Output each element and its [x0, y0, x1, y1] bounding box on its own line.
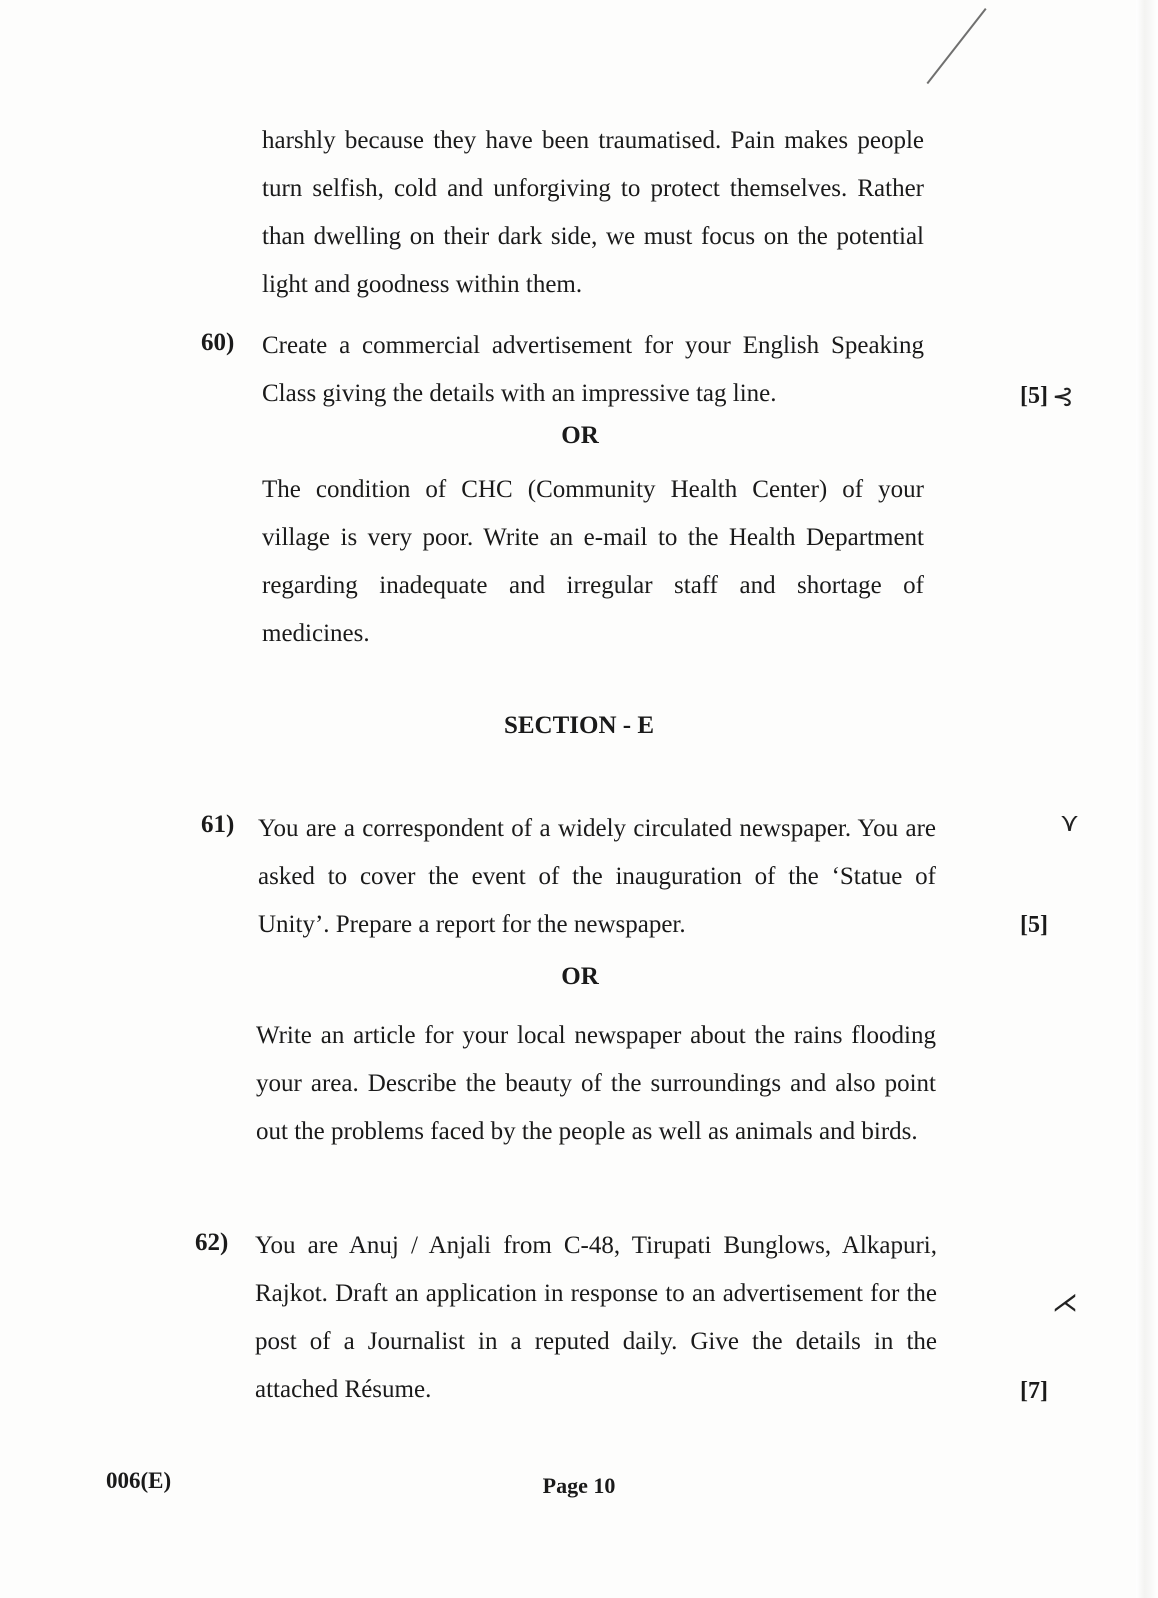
paper-code: 006(E) [106, 1468, 172, 1493]
or-label: OR [561, 963, 599, 990]
page-number: Page 10 [542, 1473, 616, 1498]
question-number: 61) [201, 811, 235, 838]
question-text: You are Anuj / Anjali from C-48, Tirupati Bunglows, Alkapuri, Rajkot. Draft an application in response to an advertisement for the post of a Journalist in a reputed daily. Give the details in the attached Résume. [255, 1232, 937, 1403]
tick-mark-icon: ⊰ [1052, 382, 1074, 411]
question-text: Create a commercial advertisement for your English Speaking Class giving the details with an impressive tag line. [262, 332, 924, 407]
marks-badge: [5] [1020, 383, 1048, 409]
question-number: 60) [201, 329, 235, 356]
question-number: 62) [195, 1229, 229, 1256]
alternative-question-text: The condition of CHC (Community Health Center) of your village is very poor. Write an e-mail to the Health Department regarding inadequate and irregular staff and shortage of medicines. [262, 476, 924, 647]
scan-mark [927, 8, 987, 84]
continued-paragraph: harshly because they have been traumatised. Pain makes people turn selfish, cold and unforgiving to protect themselves. Rather than dwelling on their dark side, we must focus on the potential light and goodness within them. [262, 127, 924, 298]
section-heading: SECTION - E [503, 712, 655, 739]
tick-mark-icon: ⋎ [1060, 808, 1080, 837]
marks-badge: [5] [1020, 912, 1048, 938]
or-label: OR [561, 422, 599, 449]
tick-mark-icon: ⋌ [1052, 1288, 1078, 1317]
marks-badge: [7] [1020, 1378, 1048, 1404]
alternative-question-text: Write an article for your local newspaper about the rains flooding your area. Describe the beauty of the surroundings and also point out the problems faced by the people as well as animals and birds. [256, 1022, 936, 1145]
scan-edge [1136, 0, 1158, 1598]
question-text: You are a correspondent of a widely circulated newspaper. You are asked to cover the event of the inauguration of the ‘Statue of Unity’. Prepare a report for the newspaper. [258, 815, 936, 938]
